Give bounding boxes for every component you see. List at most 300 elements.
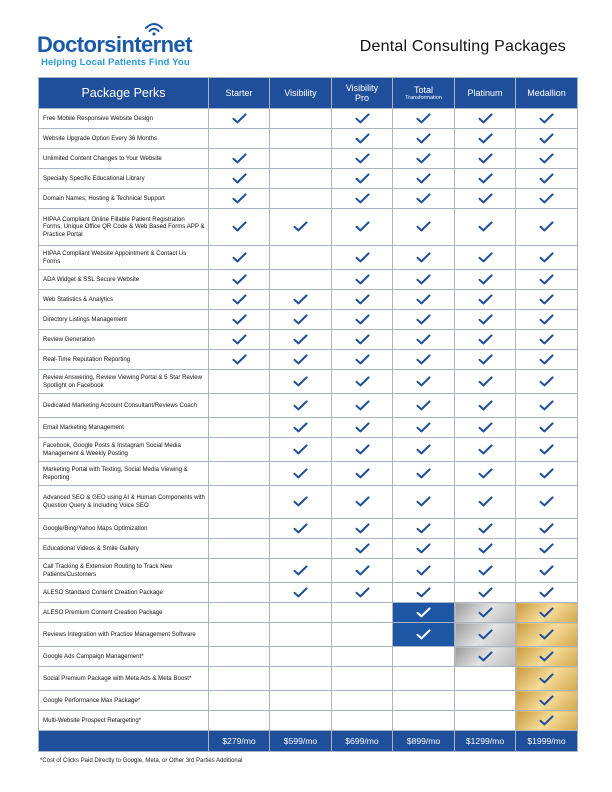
check-icon xyxy=(478,294,493,305)
check-icon xyxy=(539,153,554,164)
package-cell xyxy=(332,438,393,462)
package-cell xyxy=(516,209,578,246)
check-icon xyxy=(539,221,554,232)
table-row xyxy=(39,394,578,418)
check-icon xyxy=(539,695,554,706)
package-name: Starter xyxy=(225,88,253,98)
check-icon xyxy=(539,400,554,411)
package-cell xyxy=(516,647,578,667)
check-icon xyxy=(416,252,431,263)
check-icon xyxy=(478,274,493,285)
package-cell xyxy=(332,149,393,169)
package-cell xyxy=(455,370,516,394)
check-icon xyxy=(293,422,308,433)
package-cell xyxy=(209,583,270,603)
check-icon xyxy=(539,565,554,576)
table-row xyxy=(39,149,578,169)
check-icon xyxy=(416,444,431,455)
check-icon xyxy=(539,715,554,726)
check-icon xyxy=(539,193,554,204)
check-icon xyxy=(478,153,493,164)
perk-label: ALESO Standard Content Creation Package xyxy=(39,583,209,603)
brand-name: Doctorsinternet xyxy=(37,32,192,57)
check-icon xyxy=(416,543,431,554)
check-icon xyxy=(478,496,493,507)
check-icon xyxy=(355,314,370,325)
package-cell xyxy=(393,310,455,330)
package-cell xyxy=(455,270,516,290)
package-cell xyxy=(270,330,332,350)
check-icon xyxy=(539,607,554,618)
package-header xyxy=(332,78,393,109)
package-cell xyxy=(270,129,332,149)
check-icon xyxy=(293,400,308,411)
package-cell xyxy=(393,438,455,462)
check-icon xyxy=(355,376,370,387)
package-cell xyxy=(516,418,578,438)
table-row xyxy=(39,462,578,486)
check-icon xyxy=(293,468,308,479)
check-icon xyxy=(478,400,493,411)
perk-label: Domain Names, Hosting & Technical Support xyxy=(39,189,209,209)
package-cell xyxy=(455,330,516,350)
package-cell xyxy=(332,290,393,310)
package-cell xyxy=(393,209,455,246)
check-icon xyxy=(478,334,493,345)
perks-header: Package Perks xyxy=(39,78,209,109)
table-row xyxy=(39,246,578,270)
check-icon xyxy=(539,673,554,684)
package-cell xyxy=(455,559,516,583)
package-cell xyxy=(332,169,393,189)
package-cell xyxy=(516,711,578,731)
check-icon xyxy=(293,294,308,305)
package-price: $1299/mo xyxy=(455,731,516,752)
package-cell xyxy=(270,438,332,462)
check-icon xyxy=(478,252,493,263)
check-icon xyxy=(478,565,493,576)
check-icon xyxy=(293,334,308,345)
package-cell xyxy=(332,246,393,270)
package-cell xyxy=(393,667,455,691)
package-cell xyxy=(332,350,393,370)
table-row xyxy=(39,330,578,350)
package-cell xyxy=(393,330,455,350)
perk-label: Specialty Specific Educational Library xyxy=(39,169,209,189)
package-cell xyxy=(393,109,455,129)
package-cell xyxy=(455,418,516,438)
check-icon xyxy=(539,587,554,598)
perk-label: Educational Videos & Smile Gallery xyxy=(39,539,209,559)
package-cell xyxy=(393,418,455,438)
check-icon xyxy=(478,193,493,204)
package-price: $899/mo xyxy=(393,731,455,752)
table-row xyxy=(39,519,578,539)
package-cell xyxy=(455,290,516,310)
package-cell xyxy=(455,462,516,486)
package-name: Total xyxy=(413,84,433,95)
package-subname: Pro xyxy=(354,93,369,103)
package-cell xyxy=(516,189,578,209)
check-icon xyxy=(355,565,370,576)
package-cell xyxy=(455,539,516,559)
table-row xyxy=(39,438,578,462)
package-cell xyxy=(455,109,516,129)
package-cell xyxy=(516,519,578,539)
table-row xyxy=(39,691,578,711)
check-icon xyxy=(416,400,431,411)
package-cell xyxy=(516,310,578,330)
check-icon xyxy=(539,334,554,345)
table-row xyxy=(39,583,578,603)
check-icon xyxy=(355,400,370,411)
check-icon xyxy=(355,193,370,204)
package-cell xyxy=(393,486,455,519)
package-price: $699/mo xyxy=(332,731,393,752)
check-icon xyxy=(355,274,370,285)
check-icon xyxy=(539,651,554,662)
check-icon xyxy=(416,496,431,507)
package-cell xyxy=(516,149,578,169)
table-row xyxy=(39,310,578,330)
package-cell xyxy=(332,418,393,438)
package-cell xyxy=(393,370,455,394)
package-cell xyxy=(209,438,270,462)
check-icon xyxy=(232,193,247,204)
package-cell xyxy=(455,438,516,462)
package-cell xyxy=(270,169,332,189)
package-cell xyxy=(270,290,332,310)
package-cell xyxy=(209,350,270,370)
package-name: Visibility xyxy=(284,88,317,98)
check-icon xyxy=(478,444,493,455)
package-cell xyxy=(209,370,270,394)
package-cell xyxy=(516,290,578,310)
package-cell xyxy=(209,539,270,559)
price-label-empty xyxy=(39,731,209,752)
package-cell xyxy=(332,310,393,330)
table-row xyxy=(39,169,578,189)
check-icon xyxy=(355,252,370,263)
perk-label: Google Ads Campaign Management* xyxy=(39,647,209,667)
check-icon xyxy=(293,314,308,325)
check-icon xyxy=(416,274,431,285)
package-cell xyxy=(332,209,393,246)
package-cell xyxy=(270,270,332,290)
check-icon xyxy=(416,193,431,204)
check-icon xyxy=(416,523,431,534)
check-icon xyxy=(478,173,493,184)
check-icon xyxy=(539,252,554,263)
package-cell xyxy=(516,486,578,519)
package-cell xyxy=(270,109,332,129)
check-icon xyxy=(416,565,431,576)
check-icon xyxy=(355,468,370,479)
package-cell xyxy=(209,310,270,330)
check-icon xyxy=(539,468,554,479)
package-cell xyxy=(270,462,332,486)
packages-table xyxy=(38,77,578,752)
package-cell xyxy=(270,519,332,539)
package-cell xyxy=(393,559,455,583)
table-row xyxy=(39,647,578,667)
check-icon xyxy=(478,422,493,433)
perk-label: HIPAA Compliant Website Appointment & Contact Us Forms xyxy=(39,246,209,270)
check-icon xyxy=(355,133,370,144)
package-cell xyxy=(332,129,393,149)
package-cell xyxy=(455,246,516,270)
check-icon xyxy=(539,496,554,507)
package-price: $1999/mo xyxy=(516,731,578,752)
package-cell xyxy=(270,350,332,370)
package-cell xyxy=(393,270,455,290)
perk-label: Call Tracking & Extension Routing to Track New Patients/Customers xyxy=(39,559,209,583)
package-cell xyxy=(516,539,578,559)
package-cell xyxy=(516,438,578,462)
check-icon xyxy=(416,468,431,479)
check-icon xyxy=(539,523,554,534)
table-row xyxy=(39,370,578,394)
package-cell xyxy=(332,109,393,129)
package-header xyxy=(393,78,455,109)
package-cell xyxy=(516,394,578,418)
package-cell xyxy=(516,370,578,394)
package-header xyxy=(455,78,516,109)
table-row xyxy=(39,711,578,731)
package-cell xyxy=(209,623,270,647)
check-icon xyxy=(478,221,493,232)
table-header-row xyxy=(39,78,578,109)
check-icon xyxy=(416,113,431,124)
check-icon xyxy=(355,523,370,534)
package-cell xyxy=(332,583,393,603)
package-cell xyxy=(270,189,332,209)
package-cell xyxy=(455,189,516,209)
perk-label: ADA Widget & SSL Secure Website xyxy=(39,270,209,290)
brand-tagline: Helping Local Patients Find You xyxy=(41,57,190,68)
check-icon xyxy=(539,314,554,325)
check-icon xyxy=(416,173,431,184)
package-cell xyxy=(270,539,332,559)
check-icon xyxy=(293,354,308,365)
package-cell xyxy=(455,691,516,711)
brand-logo xyxy=(37,20,237,70)
package-cell xyxy=(209,169,270,189)
check-icon xyxy=(478,629,493,640)
perk-label: Web Statistics & Analytics xyxy=(39,290,209,310)
check-icon xyxy=(539,354,554,365)
perk-label: Social Premium Package with Meta Ads & Meta Boost* xyxy=(39,667,209,691)
package-cell xyxy=(516,691,578,711)
table-row xyxy=(39,270,578,290)
check-icon xyxy=(293,376,308,387)
package-cell xyxy=(516,169,578,189)
package-cell xyxy=(516,109,578,129)
check-icon xyxy=(478,354,493,365)
perk-label: Advanced SEO & GEO using AI & Human Components with Question Query & Including Voice SEO xyxy=(39,486,209,519)
package-cell xyxy=(393,539,455,559)
package-cell xyxy=(332,486,393,519)
package-name: Platinum xyxy=(467,88,503,98)
table-row xyxy=(39,129,578,149)
package-cell xyxy=(393,246,455,270)
package-cell xyxy=(393,149,455,169)
package-cell xyxy=(270,246,332,270)
check-icon xyxy=(355,221,370,232)
package-cell xyxy=(516,129,578,149)
perk-label: Dedicated Marketing Account Consultant/Reviews Coach xyxy=(39,394,209,418)
package-cell xyxy=(332,667,393,691)
package-price: $279/mo xyxy=(209,731,270,752)
check-icon xyxy=(232,173,247,184)
check-icon xyxy=(478,651,493,662)
package-cell xyxy=(270,370,332,394)
package-cell xyxy=(455,519,516,539)
package-cell xyxy=(455,603,516,623)
package-cell xyxy=(332,623,393,647)
package-cell xyxy=(332,270,393,290)
check-icon xyxy=(478,113,493,124)
check-icon xyxy=(416,354,431,365)
check-icon xyxy=(416,153,431,164)
table-row xyxy=(39,539,578,559)
package-cell xyxy=(516,583,578,603)
package-cell xyxy=(270,559,332,583)
package-cell xyxy=(209,246,270,270)
check-icon xyxy=(293,444,308,455)
package-cell xyxy=(209,667,270,691)
check-icon xyxy=(416,133,431,144)
package-cell xyxy=(270,667,332,691)
check-icon xyxy=(416,607,431,618)
check-icon xyxy=(416,587,431,598)
package-price: $599/mo xyxy=(270,731,332,752)
check-icon xyxy=(539,629,554,640)
package-cell xyxy=(393,189,455,209)
check-icon xyxy=(293,221,308,232)
perk-label: Multi-Website Prospect Retargeting* xyxy=(39,711,209,731)
package-header xyxy=(209,78,270,109)
footnote: *Cost of Clicks Paid Directly to Google, Meta, or Other 3rd Parties Additional xyxy=(40,758,243,764)
check-icon xyxy=(478,314,493,325)
package-cell xyxy=(332,691,393,711)
perk-label: Unlimited Content Changes to Your Website xyxy=(39,149,209,169)
check-icon xyxy=(539,274,554,285)
check-icon xyxy=(416,376,431,387)
package-cell xyxy=(209,189,270,209)
package-cell xyxy=(516,603,578,623)
package-cell xyxy=(270,149,332,169)
check-icon xyxy=(232,153,247,164)
check-icon xyxy=(416,334,431,345)
check-icon xyxy=(293,565,308,576)
table-row xyxy=(39,418,578,438)
package-cell xyxy=(209,290,270,310)
package-cell xyxy=(516,623,578,647)
check-icon xyxy=(355,334,370,345)
perk-label: HIPAA Compliant Online Fillable Patient Registration Forms, Unique Office QR Code & Web Based Forms APP & Practice Portal xyxy=(39,209,209,246)
perk-label: Free Mobile Responsive Website Design xyxy=(39,109,209,129)
package-cell xyxy=(270,603,332,623)
package-cell xyxy=(393,290,455,310)
package-cell xyxy=(332,711,393,731)
check-icon xyxy=(355,444,370,455)
check-icon xyxy=(539,543,554,554)
check-icon xyxy=(478,523,493,534)
perk-label: Reviews Integration with Practice Management Software xyxy=(39,623,209,647)
package-cell xyxy=(393,350,455,370)
package-cell xyxy=(332,330,393,350)
package-cell xyxy=(455,486,516,519)
check-icon xyxy=(293,587,308,598)
package-cell xyxy=(455,711,516,731)
package-cell xyxy=(393,647,455,667)
package-header xyxy=(270,78,332,109)
package-cell xyxy=(209,462,270,486)
check-icon xyxy=(232,354,247,365)
check-icon xyxy=(478,607,493,618)
perk-label: Email Marketing Management xyxy=(39,418,209,438)
check-icon xyxy=(355,153,370,164)
package-cell xyxy=(209,394,270,418)
package-cell xyxy=(455,169,516,189)
package-cell xyxy=(455,310,516,330)
table-row xyxy=(39,623,578,647)
check-icon xyxy=(539,294,554,305)
package-cell xyxy=(270,623,332,647)
table-row xyxy=(39,109,578,129)
package-cell xyxy=(455,667,516,691)
perk-label: Marketing Portal with Texting, Social Media Viewing & Reporting xyxy=(39,462,209,486)
perk-label: Google/Bing/Yahoo Maps Optimization xyxy=(39,519,209,539)
check-icon xyxy=(539,113,554,124)
package-cell xyxy=(270,394,332,418)
package-name: Visibility xyxy=(345,83,379,93)
package-cell xyxy=(393,519,455,539)
package-cell xyxy=(209,109,270,129)
check-icon xyxy=(539,173,554,184)
check-icon xyxy=(232,274,247,285)
package-cell xyxy=(332,559,393,583)
check-icon xyxy=(539,422,554,433)
package-cell xyxy=(209,149,270,169)
perk-label: Google Performance Max Package* xyxy=(39,691,209,711)
package-cell xyxy=(209,519,270,539)
check-icon xyxy=(539,133,554,144)
package-cell xyxy=(516,559,578,583)
package-cell xyxy=(393,394,455,418)
check-icon xyxy=(478,468,493,479)
table-row xyxy=(39,209,578,246)
table-row xyxy=(39,559,578,583)
check-icon xyxy=(355,113,370,124)
check-icon xyxy=(355,422,370,433)
package-cell xyxy=(209,129,270,149)
package-cell xyxy=(270,209,332,246)
package-cell xyxy=(209,603,270,623)
table-row xyxy=(39,603,578,623)
perk-label: Review Generation xyxy=(39,330,209,350)
check-icon xyxy=(539,376,554,387)
price-row xyxy=(39,731,578,752)
check-icon xyxy=(416,294,431,305)
package-cell xyxy=(516,246,578,270)
check-icon xyxy=(355,543,370,554)
package-name: Medallion xyxy=(527,88,566,98)
package-cell xyxy=(209,711,270,731)
package-header xyxy=(516,78,578,109)
check-icon xyxy=(355,173,370,184)
